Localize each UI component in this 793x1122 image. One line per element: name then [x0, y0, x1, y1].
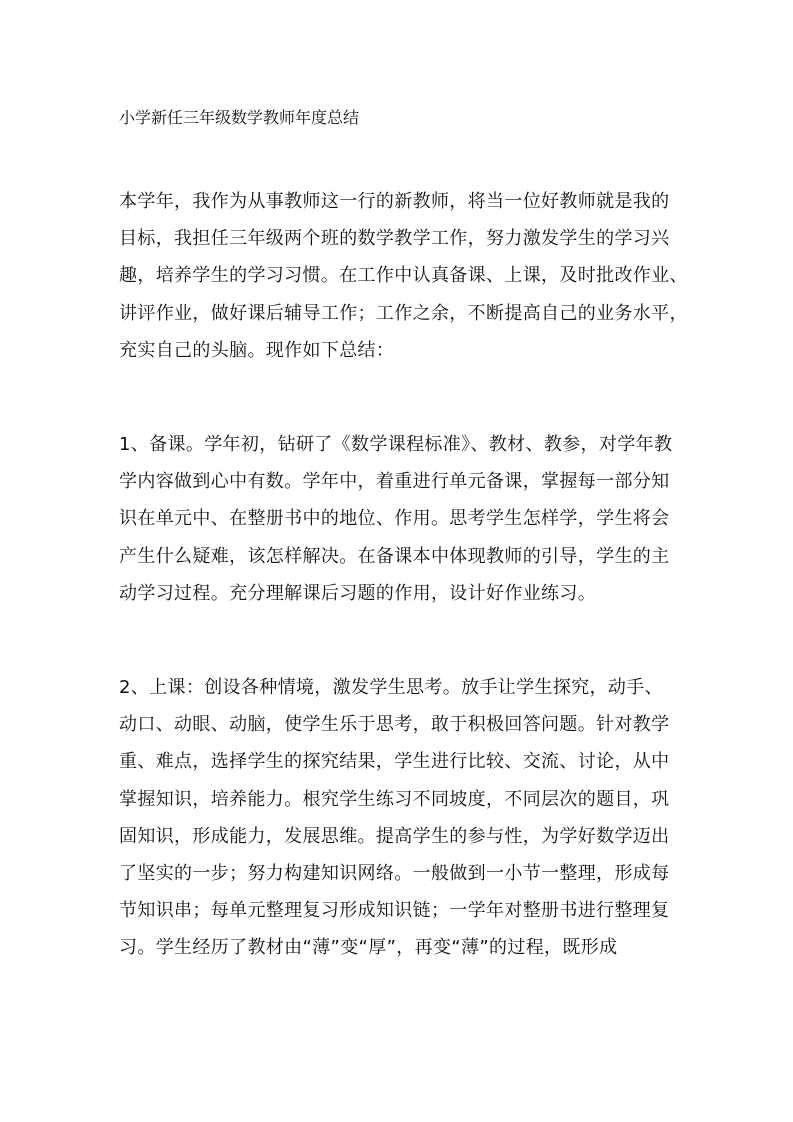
paragraph-line: 了坚实的一步；努力构建知识网络。一般做到一小节一整理，形成每 [119, 862, 670, 884]
paragraph-line: 产生什么疑难，该怎样解决。在备课本中体现教师的引导，学生的主 [119, 545, 670, 567]
paragraph-line: 掌握知识，培养能力。根究学生练习不同坡度，不同层次的题目，巩 [119, 788, 670, 810]
paragraph-line: 2、上课：创设各种情境，激发学生思考。放手让学生探究，动手、 [119, 677, 663, 698]
paragraph-line: 节知识串；每单元整理复习形成知识链；一学年对整册书进行整理复 [119, 900, 670, 922]
section-1-paragraph [119, 426, 679, 612]
paragraph-line: 重、难点，选择学生的探究结果，学生进行比较、交流、讨论，从中 [119, 751, 670, 773]
paragraph-line: 动学习过程。充分理解课后习题的作用，设计好作业练习。 [119, 582, 597, 604]
paragraph-line: 1、备课。学年初，钻研了《数学课程标准》、教材、教参，对学年教 [119, 434, 673, 455]
document-title: 小学新任三年级数学教师年度总结 [119, 108, 360, 127]
paragraph-line: 趣，培养学生的学习习惯。在工作中认真备课、上课，及时批改作业、 [119, 265, 688, 287]
paragraph-line: 识在单元中、在整册书中的地位、作用。思考学生怎样学，学生将会 [119, 508, 670, 530]
paragraph-line: 目标，我担任三年级两个班的数学教学工作，努力激发学生的学习兴 [119, 228, 670, 250]
paragraph-line: 充实自己的头脑。现作如下总结： [119, 339, 395, 361]
paragraph-line: 讲评作业，做好课后辅导工作；工作之余，不断提高自己的业务水平， [119, 302, 688, 324]
section-2-paragraph [119, 669, 679, 967]
paragraph-line: 习。学生经历了教材由“薄”变“厚”，再变“薄”的过程，既形成 [119, 937, 618, 959]
intro-paragraph [119, 183, 688, 369]
paragraph-line: 本学年，我作为从事教师这一行的新教师，将当一位好教师就是我的 [119, 191, 670, 212]
paragraph-line: 动口、动眼、动脑，使学生乐于思考，敢于积极回答问题。针对教学 [119, 714, 670, 736]
paragraph-line: 学内容做到心中有数。学年中，着重进行单元备课，掌握每一部分知 [119, 471, 670, 493]
paragraph-line: 固知识，形成能力，发展思维。提高学生的参与性，为学好数学迈出 [119, 825, 670, 847]
